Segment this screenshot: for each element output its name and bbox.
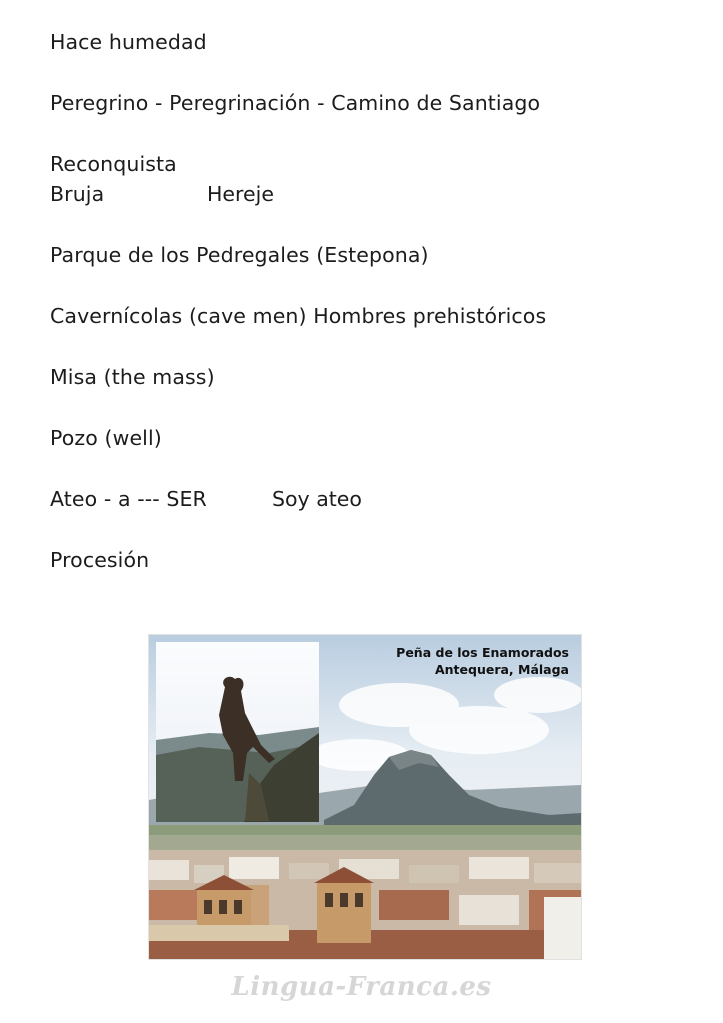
vocab-procesion: Procesión: [50, 548, 150, 572]
vocab-pozo: Pozo (well): [50, 426, 162, 450]
landscape-illustration: [149, 635, 581, 959]
vocab-parque-pedregales: Parque de los Pedregales (Estepona): [50, 243, 429, 267]
vocab-hace-humedad: Hace humedad: [50, 30, 207, 54]
watermark-logo: Lingua-Franca.es: [231, 972, 492, 1002]
photo-caption-title: Peña de los Enamorados: [396, 645, 569, 660]
vocab-bruja: Bruja: [50, 182, 105, 206]
photo-caption-location: Antequera, Málaga: [434, 662, 569, 677]
vocab-cavernicolas: Cavernícolas (cave men) Hombres prehistóricos: [50, 304, 547, 328]
vocab-hereje: Hereje: [207, 182, 274, 206]
vocab-soy-ateo: Soy ateo: [272, 487, 362, 511]
statue-inset: [156, 642, 319, 822]
pena-enamorados-photo: [148, 634, 582, 960]
vocab-misa: Misa (the mass): [50, 365, 215, 389]
vocab-ateo: Ateo - a --- SER: [50, 487, 207, 511]
vocab-peregrino: Peregrino - Peregrinación - Camino de Santiago: [50, 91, 541, 115]
vocab-reconquista: Reconquista: [50, 152, 177, 176]
